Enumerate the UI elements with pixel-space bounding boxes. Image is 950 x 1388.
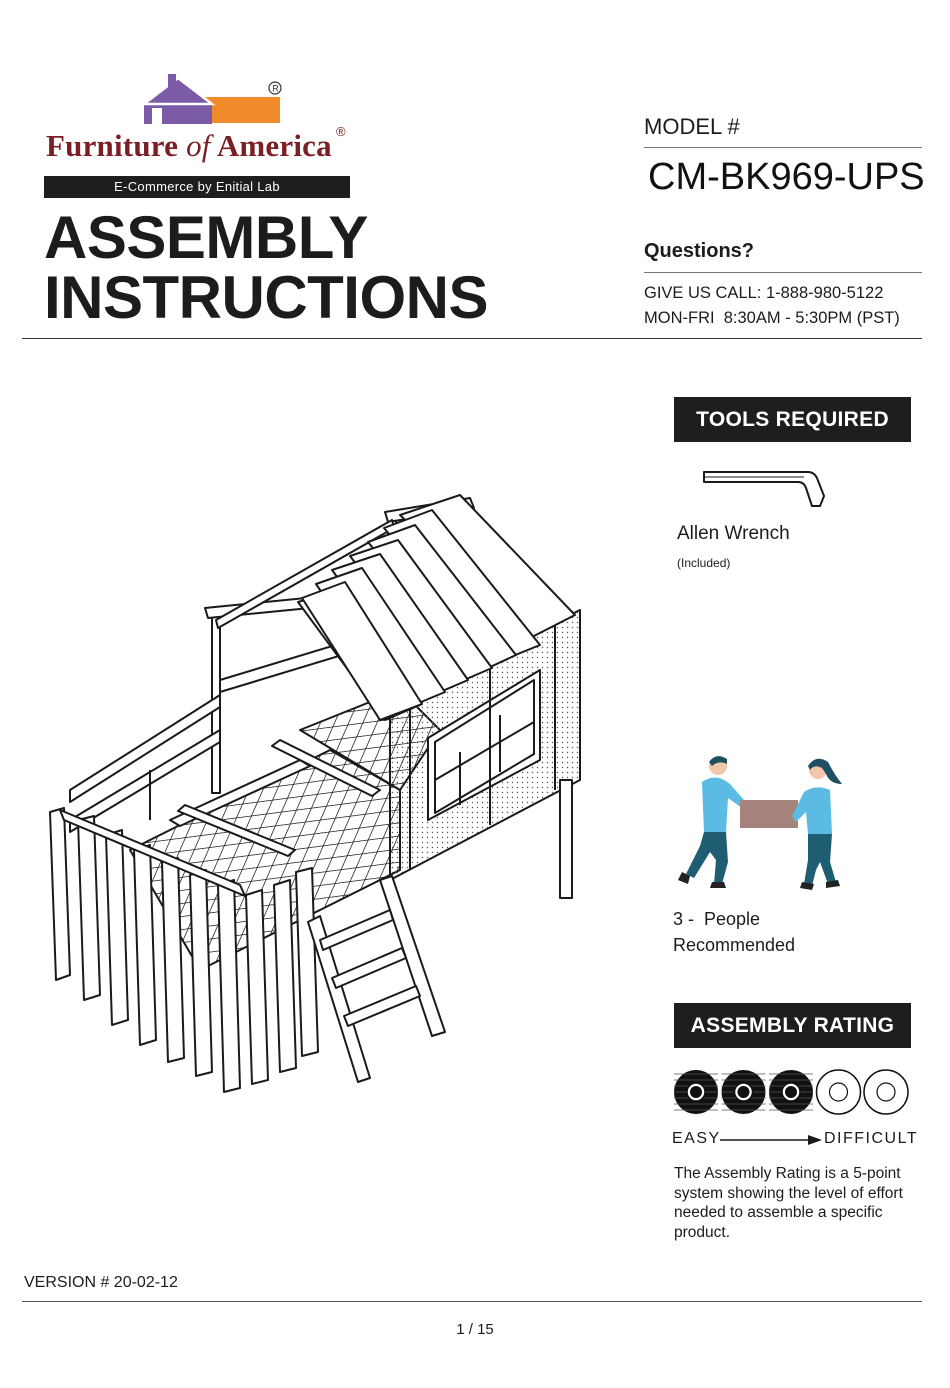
brand-logo-icon (140, 74, 290, 130)
version-number: VERSION # 20-02-12 (24, 1274, 178, 1291)
model-divider (644, 147, 922, 148)
rating-dot-filled (769, 1070, 813, 1114)
model-number: CM-BK969-UPS (648, 156, 925, 198)
brand-tagline: E-Commerce by Enitial Lab (44, 176, 350, 198)
svg-text:R: R (272, 83, 279, 94)
page-number: 1 / 15 (456, 1321, 494, 1338)
rating-dot-empty (864, 1070, 908, 1114)
rating-description: The Assembly Rating is a 5-point system showing the level of effort needed to assemble a specific product. (674, 1165, 903, 1241)
scale-easy-label: EASY (672, 1130, 721, 1147)
tools-required-heading: TOOLS REQUIRED (674, 397, 911, 442)
title-line-1: ASSEMBLY (44, 204, 368, 271)
questions-divider (644, 272, 922, 273)
two-people-carrying-box-icon (672, 752, 862, 897)
title-line-2: INSTRUCTIONS (44, 264, 488, 331)
assembly-rating-heading: ASSEMBLY RATING (674, 1003, 911, 1048)
questions-label: Questions? (644, 240, 755, 262)
arrow-right-icon (720, 1133, 824, 1147)
tool-note: (Included) (677, 556, 731, 570)
header-divider (22, 338, 922, 339)
rating-dot-empty (817, 1070, 861, 1114)
footer-divider (22, 1301, 922, 1302)
assembly-rating-dots (672, 1068, 912, 1116)
rating-dot-filled (722, 1070, 766, 1114)
treehouse-bed-illustration (40, 490, 600, 1100)
people-recommended-label: Recommended (673, 935, 796, 955)
page-title (44, 204, 488, 331)
model-label: MODEL # (644, 114, 740, 139)
contact-hours: MON-FRI 8:30AM - 5:30PM (PST) (644, 309, 900, 327)
people-count: 3 - People (673, 909, 761, 929)
brand-name: Furniture of America (46, 128, 332, 163)
contact-phone: GIVE US CALL: 1-888-980-5122 (644, 284, 884, 302)
tool-name: Allen Wrench (677, 523, 790, 544)
scale-difficult-label: DIFFICULT (824, 1130, 919, 1147)
rating-dot-filled (674, 1070, 718, 1114)
allen-wrench-icon (700, 468, 832, 516)
registered-mark: ® (336, 124, 346, 139)
